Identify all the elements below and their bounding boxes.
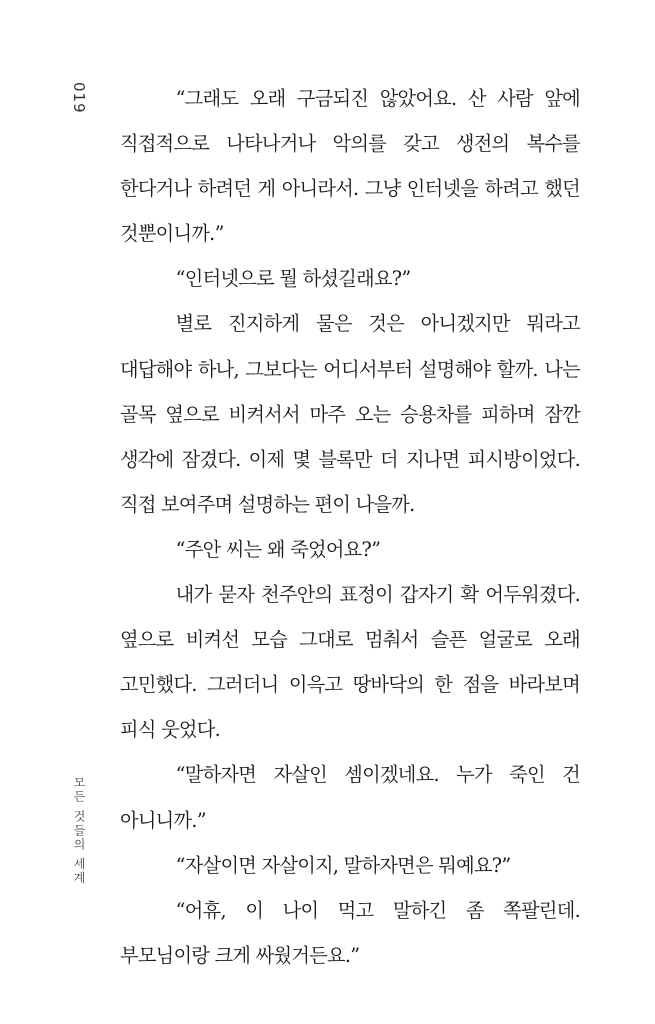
page-number: 019 (70, 82, 88, 114)
paragraph: “말하자면 자살인 셈이겠네요. 누가 죽인 건 아니니까.” (120, 763, 580, 832)
paragraph: “인터넷으로 뭘 하셨길래요?” (175, 267, 411, 291)
running-title: 모든 것들의 세계 (72, 776, 86, 886)
paragraph: 별로 진지하게 물은 것은 아니겠지만 뭐라고 대답해야 하나, 그보다는 어디서부터 설명해야 할까. 나는 골목 옆으로 비켜서서 마주 오는 승용차를 피하며 잠깐 생각에 잠겼다. 이제 몇 블록만 더 지나면 피시방이었다. 직접 보여주며 설명하는 편이 나을까. (120, 312, 580, 516)
paragraph: “그래도 오래 구금되진 않았어요. 산 사람 앞에 직접적으로 나타나거나 악의를 갖고 생전의 복수를 한다거나 하려던 게 아니라서. 그냥 인터넷을 하려고 했던 것뿐이니까.” (120, 87, 580, 246)
paragraph: “어휴, 이 나이 먹고 말하긴 좀 쪽팔린데. 부모님이랑 크게 싸웠거든요.” (120, 898, 580, 967)
paragraph: “주안 씨는 왜 죽었어요?” (175, 537, 381, 561)
paragraph: 내가 묻자 천주안의 표정이 갑자기 확 어두워졌다. 옆으로 비켜선 모습 그대로 멈춰서 슬픈 얼굴로 오래 고민했다. 그러더니 이윽고 땅바닥의 한 점을 바라보며 피식 웃었다. (120, 583, 580, 742)
body-text (120, 76, 580, 978)
paragraph: “자살이면 자살이지, 말하자면은 뭐예요?” (175, 853, 511, 877)
